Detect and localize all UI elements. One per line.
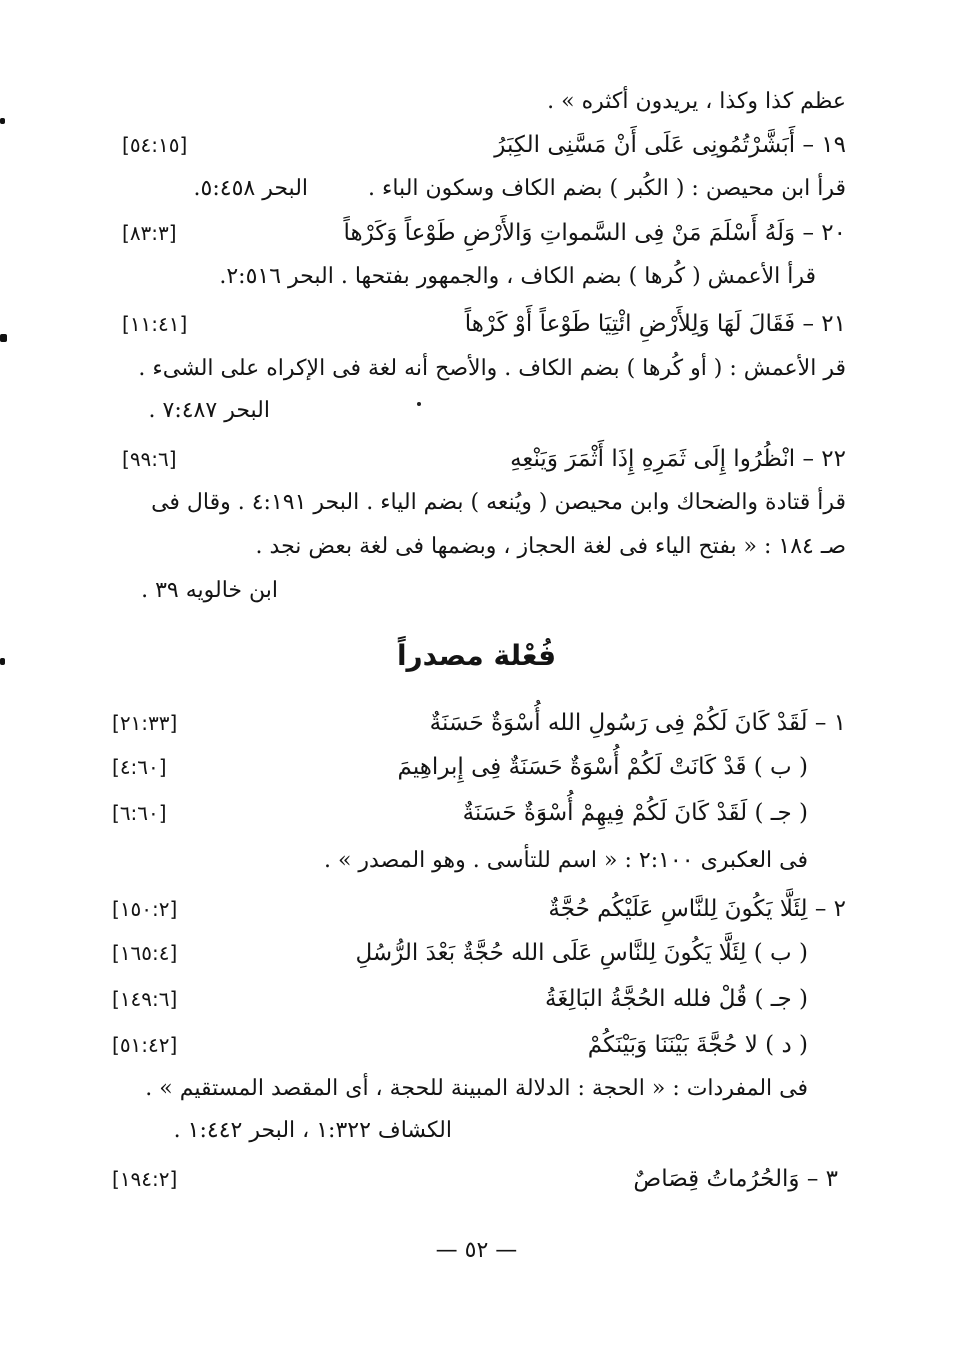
- text-line: [112, 352, 846, 386]
- margin-mark: [0, 118, 5, 124]
- verse-reference: [٥٤:١٥]: [122, 133, 188, 157]
- verse-line: [112, 1162, 838, 1196]
- line-text: صـ ١٨٤ : « بفتح الياء فى لغة الحجاز ، وبضمها فى لغة بعض نجد .: [255, 534, 846, 559]
- line-text: فى المفردات : « الحجة : الدلالة المبينة للحجة ، أى المقصد المستقيم » .: [145, 1076, 808, 1101]
- line-text: ابن خالويه ٣٩ .: [141, 578, 278, 603]
- verse-reference: [١٤٩:٦]: [112, 987, 178, 1011]
- verse-text: ١٩ – أَبَشَّرْتُمُونِى عَلَى أَنْ مَسَّنِى الكِبَرُ: [494, 132, 846, 158]
- line-text: قرأ قتادة والضحاك وابن محيصن ( ويُنعه ) بضم الياء . البحر ٤:١٩١ . وقال فى: [151, 490, 846, 515]
- verse-text: ( د ) لا حُجَّةَ بَيْنَنَا وَبَيْنَكُمْ: [587, 1032, 808, 1058]
- verse-text: ( ب ) قَدْ كَانَتْ لَكُمْ أُسْوَةٌ حَسَنَةٌ فِى إِبراهِيمَ: [397, 754, 808, 780]
- line-text: قر الأعمش : ( أو كُرها ) بضم الكاف . والأصح أنه لغة فى الإكراه على الشىء .: [138, 356, 846, 381]
- verse-line: [112, 442, 846, 476]
- verse-reference: [١٩٤:٢]: [112, 1167, 178, 1191]
- stray-dot: [417, 402, 421, 406]
- verse-line: [112, 936, 808, 970]
- verse-line: [112, 307, 846, 341]
- verse-text: ١ – لَقَدْ كَانَ لَكُمْ فِى رَسُولِ الله أُسْوَةٌ حَسَنَةٌ: [429, 710, 846, 736]
- line-text: البحر ٧:٤٨٧ .: [148, 398, 270, 423]
- section-heading: فُعْلة مصدراً: [396, 639, 557, 672]
- verse-line: [112, 1028, 808, 1062]
- page-number: — ٥٢ —: [435, 1238, 518, 1263]
- verse-line: [112, 706, 846, 740]
- verse-reference: [١٦٥:٤]: [112, 941, 178, 965]
- verse-line: [112, 892, 846, 926]
- verse-text: ٢ – لِئَلَّا يَكُونَ لِلنَّاسِ عَلَيْكُم حُجَّةٌ: [548, 896, 846, 922]
- verse-line: [112, 216, 846, 250]
- verse-reference: [٤:٦٠]: [112, 755, 167, 779]
- verse-text: ٢١ – فَقَالَ لَهَا وَلِلأَرْضِ ائْتِيَا طَوْعاً أَوْ كَرْهاً: [464, 311, 846, 337]
- verse-reference: [١٥٠:٢]: [112, 897, 178, 921]
- verse-line: [112, 982, 808, 1016]
- verse-text: ٢٠ – وَلَهُ أَسْلَمَ مَنْ فِى السَّمواتِ وَالأَرْضِ طَوْعاً وَكَرْهاً: [343, 220, 846, 246]
- text-line: [112, 574, 278, 608]
- verse-reference: [٩٩:٦]: [122, 447, 177, 471]
- source-reference: البحر ٥:٤٥٨.: [193, 176, 309, 201]
- verse-reference: [٥١:٤٢]: [112, 1033, 178, 1057]
- text-line: [112, 530, 846, 564]
- verse-reference: [٦:٦٠]: [112, 801, 167, 825]
- verse-text: ( ب ) لِئَلَّا يَكُونَ لِلنَّاسِ عَلَى الله حُجَّةٌ بَعْدَ الرُّسُلِ: [355, 940, 808, 966]
- verse-text: ٢٢ – انْظُرُوا إِلَى ثَمَرِهِ إِذَا أَثْمَرَ وَيَنْعِهِ: [510, 446, 846, 472]
- verse-text: ٣ – وَالحُرُماتُ قِصَاصٌ: [633, 1166, 838, 1192]
- verse-reference: [٨٣:٣]: [122, 221, 177, 245]
- text-line: [112, 844, 808, 878]
- text-line: [112, 486, 846, 520]
- line-text: قرأ الأعمش ( كُرها ) بضم الكاف ، والجمهور بفتحها . البحر ٢:٥١٦.: [219, 264, 816, 289]
- margin-mark: [0, 334, 7, 342]
- verse-text: ( جـ ) قُلْ فلله الحُجَّةُ البَالِغَةُ: [545, 986, 808, 1012]
- verse-text: ( جـ ) لَقَدْ كَانَ لَكُمْ فِيهِمْ أُسْوَةٌ حَسَنَةٌ: [462, 800, 808, 826]
- text-line: [112, 1072, 808, 1106]
- line-text: الكشاف ١:٣٢٢ ، البحر ١:٤٤٢ .: [173, 1118, 452, 1143]
- text-line: [112, 172, 846, 206]
- line-text: قرأ ابن محيصن : ( الكُبر ) بضم الكاف وسكون الباء .: [368, 176, 846, 201]
- line-text: فى العكبرى ٢:١٠٠ : « اسم للتأسى . وهو المصدر » .: [323, 848, 808, 873]
- verse-reference: [١١:٤١]: [122, 312, 188, 336]
- verse-line: [112, 128, 846, 162]
- line-text: عظم كذا وكذا ، يريدون أكثره » .: [547, 89, 846, 114]
- text-line: [112, 1114, 452, 1148]
- verse-line: [112, 796, 808, 830]
- verse-reference: [٢١:٣٣]: [112, 711, 178, 735]
- verse-line: [112, 750, 808, 784]
- text-line: [112, 85, 846, 119]
- text-line: [112, 260, 816, 294]
- text-line: [112, 394, 270, 428]
